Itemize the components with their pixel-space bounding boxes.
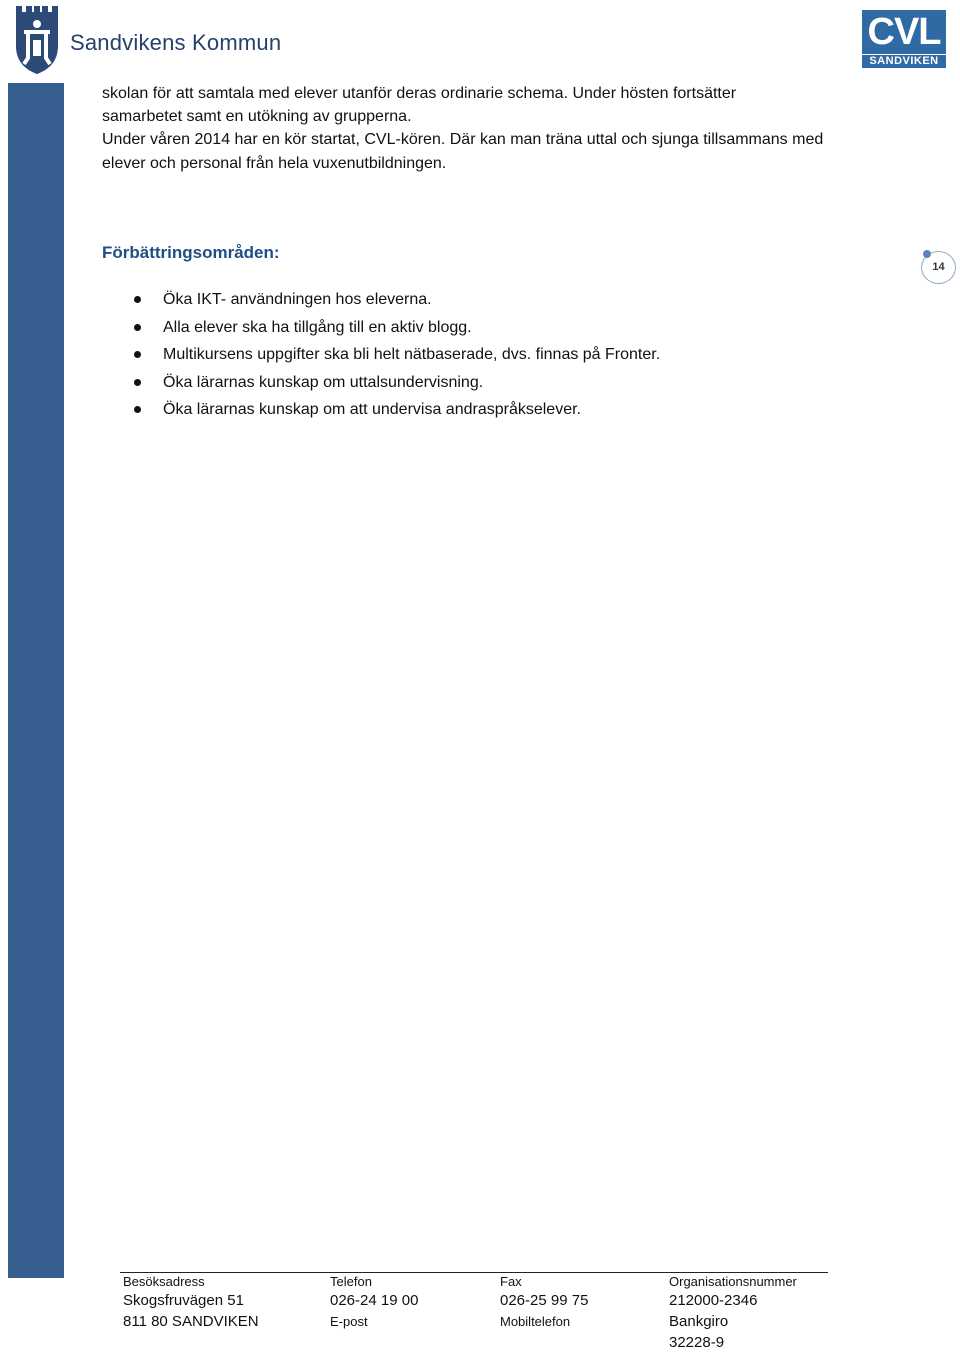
cvl-logo-subtext: SANDVIKEN xyxy=(862,55,946,68)
paragraph-line: samarbetet samt en utökning av grupperna. xyxy=(102,108,412,126)
footer-fax: 026-25 99 75 xyxy=(500,1292,589,1309)
footer-visit-label: Besöksadress xyxy=(123,1274,205,1289)
bullet-icon xyxy=(134,379,141,386)
bullet-icon xyxy=(134,324,141,331)
footer-postal: 811 80 SANDVIKEN xyxy=(123,1313,259,1330)
municipality-crest-icon xyxy=(12,4,62,76)
footer-fax-label: Fax xyxy=(500,1274,522,1289)
list-item-text: Multikursens uppgifter ska bli helt nätbaserade, dvs. finnas på Fronter. xyxy=(163,346,661,363)
list-item xyxy=(130,341,660,369)
paragraph-line: skolan för att samtala med elever utanför deras ordinarie schema. Under hösten fortsätter xyxy=(102,85,737,102)
list-item-text: Öka lärarnas kunskap om uttalsundervisning. xyxy=(163,373,484,391)
list-item xyxy=(130,369,660,397)
bullet-icon xyxy=(134,351,141,358)
cvl-logo-text: CVL xyxy=(862,10,946,54)
page-badge-dot-icon xyxy=(923,250,931,258)
list-item-text: Alla elever ska ha tillgång till en aktiv blogg. xyxy=(163,318,472,336)
paragraph-line: Under våren 2014 har en kör startat, CVL-kören. Där kan man träna uttal och sjunga tillsammans med xyxy=(102,131,824,149)
footer-street: Skogsfruvägen 51 xyxy=(123,1292,244,1309)
list-item-text: Öka IKT- användningen hos eleverna. xyxy=(163,291,432,308)
sandviken-logo xyxy=(12,4,312,76)
footer-bankgiro-label: Bankgiro xyxy=(669,1313,729,1330)
municipality-name: Sandvikens Kommun xyxy=(70,30,282,55)
bullet-icon xyxy=(134,406,141,413)
footer-bankgiro: 32228-9 xyxy=(669,1334,725,1351)
improvement-list xyxy=(130,286,660,424)
footer-org-number: 212000-2346 xyxy=(669,1292,758,1309)
body-paragraph xyxy=(102,82,902,175)
left-sidebar-band xyxy=(8,83,64,1278)
footer-phone-label: Telefon xyxy=(330,1274,372,1289)
footer-address-column xyxy=(123,1274,259,1332)
section-heading: Förbättringsområden: xyxy=(102,243,280,262)
page-number-badge: 14 xyxy=(921,251,956,284)
footer-email-label: E-post xyxy=(330,1314,368,1329)
list-item-text: Öka lärarnas kunskap om att undervisa andraspråkselever. xyxy=(163,401,581,418)
cvl-sandviken-logo xyxy=(862,10,946,68)
list-item xyxy=(130,314,660,342)
footer-org-label: Organisationsnummer xyxy=(669,1274,797,1289)
footer-mobile-label: Mobiltelefon xyxy=(500,1314,571,1329)
footer-phone: 026-24 19 00 xyxy=(330,1292,419,1309)
list-item xyxy=(130,396,660,424)
footer-fax-column xyxy=(500,1274,588,1331)
paragraph-line: elever och personal från hela vuxenutbildningen. xyxy=(102,154,447,172)
list-item xyxy=(130,286,660,314)
footer-phone-column xyxy=(330,1274,418,1331)
footer-org-column xyxy=(669,1274,797,1353)
bullet-icon xyxy=(134,296,141,303)
footer-divider xyxy=(120,1272,828,1273)
